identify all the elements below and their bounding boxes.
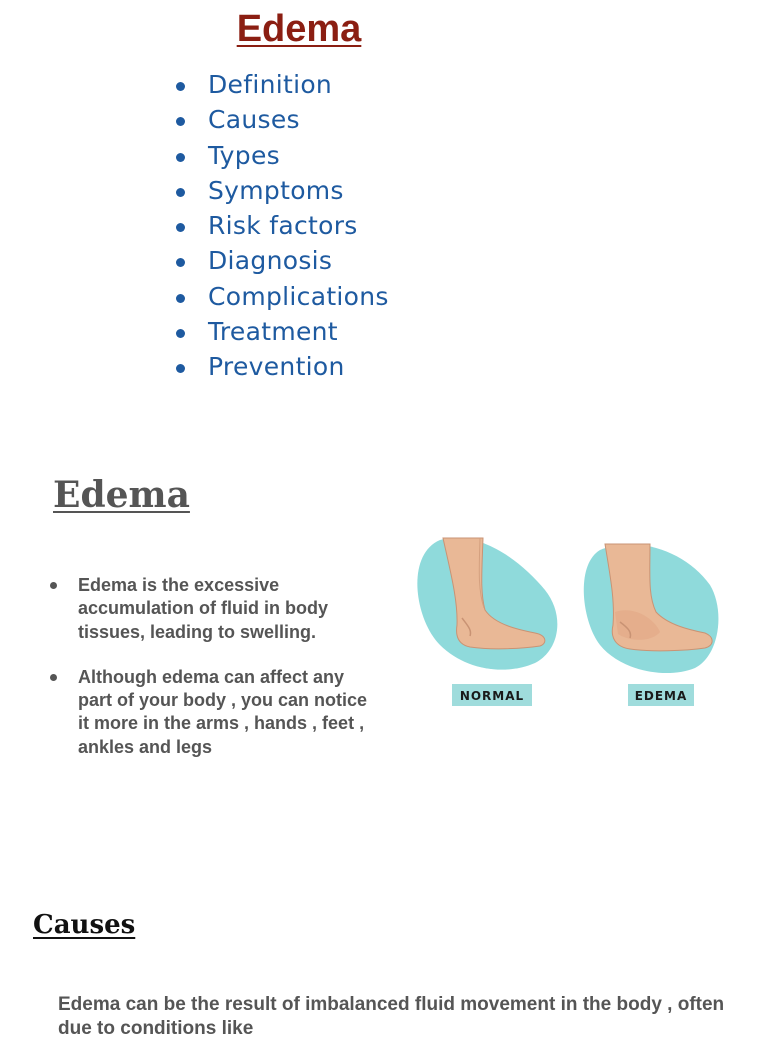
topic-label: Risk factors bbox=[208, 211, 358, 241]
bullet-icon bbox=[50, 582, 57, 589]
topic-label: Treatment bbox=[208, 317, 338, 347]
normal-label-badge bbox=[452, 684, 532, 706]
normal-foot-image bbox=[417, 538, 557, 670]
topic-item bbox=[172, 172, 389, 207]
definition-text: Although edema can affect any part of your body , you can notice it more in the arms , hands , feet , ankles and legs bbox=[78, 666, 368, 757]
normal-label: NORMAL bbox=[459, 689, 525, 703]
bullet-icon bbox=[176, 82, 185, 91]
topic-item bbox=[172, 278, 389, 313]
definition-bullet bbox=[48, 666, 378, 759]
topic-label: Symptoms bbox=[208, 175, 344, 205]
edema-label: EDEMA bbox=[634, 689, 688, 703]
topic-label: Complications bbox=[208, 281, 389, 311]
topic-label: Diagnosis bbox=[208, 246, 333, 276]
topics-list bbox=[172, 66, 389, 384]
definition-text: Edema is the excessive accumulation of fluid in body tissues, leading to swelling. bbox=[78, 575, 328, 642]
edema-foot-image bbox=[584, 544, 719, 673]
causes-paragraph: Edema can be the result of imbalanced fluid movement in the body , often due to conditions like bbox=[58, 994, 725, 1039]
topic-item bbox=[172, 101, 389, 136]
bullet-icon bbox=[176, 329, 185, 338]
causes-section-heading: Causes bbox=[33, 910, 136, 940]
bullet-icon bbox=[50, 674, 57, 681]
topic-item bbox=[172, 207, 389, 242]
topic-item bbox=[172, 348, 389, 383]
definition-bullet bbox=[48, 574, 378, 644]
topic-item bbox=[172, 66, 389, 101]
topic-item bbox=[172, 137, 389, 172]
topic-item bbox=[172, 313, 389, 348]
topic-label: Definition bbox=[208, 70, 333, 99]
edema-label-badge bbox=[628, 684, 694, 706]
topic-label: Causes bbox=[208, 105, 300, 135]
topic-item bbox=[172, 242, 389, 277]
normal-vs-edema-illustration bbox=[410, 530, 730, 720]
edema-section-heading: Edema bbox=[53, 474, 190, 516]
bullet-icon bbox=[176, 117, 185, 126]
bullet-icon bbox=[176, 364, 185, 373]
bullet-icon bbox=[176, 223, 185, 232]
bullet-icon bbox=[176, 188, 185, 197]
topic-label: Prevention bbox=[208, 352, 345, 382]
topic-label: Types bbox=[208, 140, 280, 170]
edema-definition-list bbox=[48, 574, 378, 781]
bullet-icon bbox=[176, 294, 185, 303]
bullet-icon bbox=[176, 258, 185, 267]
page-title: Edema bbox=[236, 8, 362, 50]
bullet-icon bbox=[176, 153, 185, 162]
